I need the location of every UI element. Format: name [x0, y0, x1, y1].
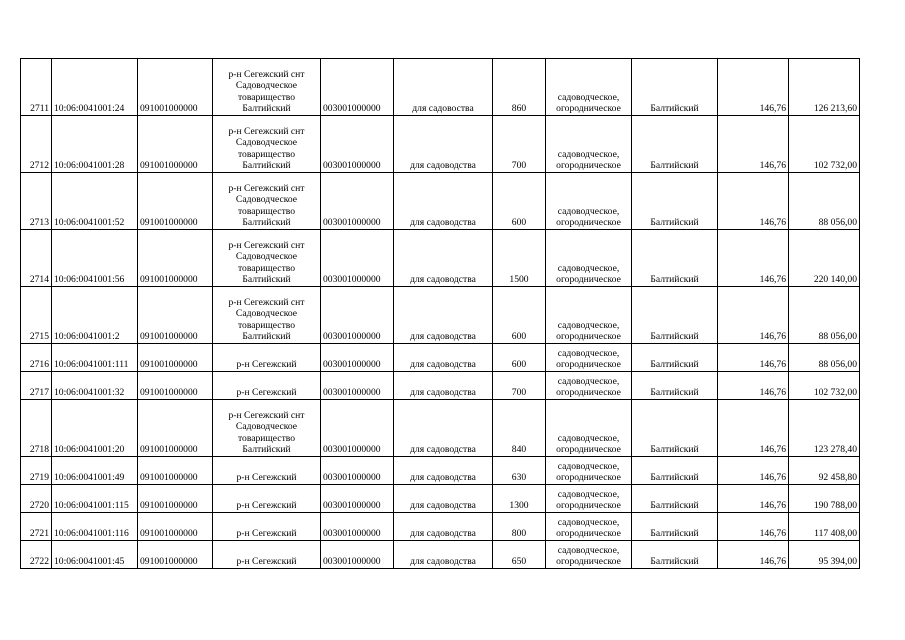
- cell-record-number: 2721: [21, 513, 52, 541]
- cell-record-number: 2722: [21, 541, 52, 569]
- cell-address-line: р-н Сегежский снт: [228, 183, 305, 195]
- cell-oktmo-code: 091001000000: [138, 513, 213, 541]
- cell-use-group-line: садоводческое,: [557, 375, 620, 387]
- cell-specific-value: 146,76: [718, 541, 789, 569]
- cell-address-line: Садоводческое: [235, 137, 298, 149]
- cell-address-line: Балтийский: [242, 216, 291, 228]
- cell-permitted-use: для садоводства: [394, 287, 493, 344]
- cell-area: 650: [493, 541, 546, 569]
- cell-permitted-use: для садоводства: [394, 116, 493, 173]
- table-row: [21, 400, 860, 457]
- cell-category-code: 003001000000: [321, 513, 394, 541]
- cell-cadastral-value: 95 394,00: [789, 541, 860, 569]
- cell-oktmo-code: 091001000000: [138, 400, 213, 457]
- table-row: [21, 344, 860, 372]
- cell-address: [213, 287, 321, 344]
- cell-address-line: Балтийский: [242, 443, 291, 455]
- cell-use-group-line: садоводческое,: [557, 488, 620, 500]
- cell-cadastral-number: 10:06:0041001:111: [52, 344, 138, 372]
- cell-address-line: Садоводческое: [235, 421, 298, 433]
- cell-address-line: Садоводческое: [235, 251, 298, 263]
- cell-category-code: 003001000000: [321, 344, 394, 372]
- cell-area: 860: [493, 59, 546, 116]
- table-row: [21, 59, 860, 116]
- cell-settlement-name: Балтийский: [632, 173, 718, 230]
- cell-area: 630: [493, 457, 546, 485]
- cell-area: 1300: [493, 485, 546, 513]
- cell-address-line: Балтийский: [242, 102, 291, 114]
- cell-oktmo-code: 091001000000: [138, 541, 213, 569]
- cell-cadastral-number: 10:06:0041001:56: [52, 230, 138, 287]
- cell-permitted-use: для садовоства: [394, 59, 493, 116]
- cell-address: [213, 400, 321, 457]
- cell-use-group-line: садоводческое,: [557, 544, 620, 556]
- cell-address-line: р-н Сегежский: [236, 555, 297, 567]
- cell-settlement-name: Балтийский: [632, 400, 718, 457]
- cell-use-group-line: садоводческое,: [557, 516, 620, 528]
- cell-cadastral-value: 126 213,60: [789, 59, 860, 116]
- cell-specific-value: 146,76: [718, 372, 789, 400]
- cell-settlement-name: Балтийский: [632, 59, 718, 116]
- cell-permitted-use: для садоводства: [394, 400, 493, 457]
- cell-area: 800: [493, 513, 546, 541]
- cell-oktmo-code: 091001000000: [138, 287, 213, 344]
- cell-address-line: р-н Сегежский снт: [228, 69, 305, 81]
- cell-permitted-use: для садоводства: [394, 173, 493, 230]
- cell-use-group-line: садоводческое,: [557, 262, 620, 274]
- cell-oktmo-code: 091001000000: [138, 372, 213, 400]
- cell-address: [213, 485, 321, 513]
- cell-cadastral-value: 102 732,00: [789, 116, 860, 173]
- cell-use-group-line: огородническое: [556, 555, 621, 567]
- cell-address-line: Садоводческое: [235, 308, 298, 320]
- cell-category-code: 003001000000: [321, 230, 394, 287]
- cell-area: 600: [493, 173, 546, 230]
- cell-use-group-line: огородническое: [556, 273, 621, 285]
- cell-record-number: 2718: [21, 400, 52, 457]
- cell-category-code: 003001000000: [321, 372, 394, 400]
- cell-category-code: 003001000000: [321, 287, 394, 344]
- table-row: [21, 513, 860, 541]
- cell-settlement-name: Балтийский: [632, 372, 718, 400]
- cell-use-group: [546, 173, 632, 230]
- cell-use-group: [546, 287, 632, 344]
- cell-use-group: [546, 485, 632, 513]
- table-row: [21, 173, 860, 230]
- cell-specific-value: 146,76: [718, 59, 789, 116]
- cell-address-line: Балтийский: [242, 273, 291, 285]
- cell-address-line: р-н Сегежский: [236, 386, 297, 398]
- cell-use-group-line: огородническое: [556, 159, 621, 171]
- cell-record-number: 2716: [21, 344, 52, 372]
- cell-address-line: р-н Сегежский: [236, 499, 297, 511]
- cell-specific-value: 146,76: [718, 400, 789, 457]
- cell-address: [213, 457, 321, 485]
- cell-category-code: 003001000000: [321, 173, 394, 230]
- table-row: [21, 116, 860, 173]
- table-row: [21, 230, 860, 287]
- cell-cadastral-number: 10:06:0041001:32: [52, 372, 138, 400]
- cell-use-group-line: садоводческое,: [557, 347, 620, 359]
- cell-record-number: 2719: [21, 457, 52, 485]
- cell-address-line: товарищество: [237, 148, 296, 160]
- cell-use-group: [546, 400, 632, 457]
- table-row: [21, 372, 860, 400]
- cell-category-code: 003001000000: [321, 59, 394, 116]
- cell-cadastral-number: 10:06:0041001:52: [52, 173, 138, 230]
- cell-use-group-line: огородническое: [556, 358, 621, 370]
- cell-category-code: 003001000000: [321, 116, 394, 173]
- cell-use-group-line: огородническое: [556, 216, 621, 228]
- cell-address: [213, 116, 321, 173]
- cell-address-line: р-н Сегежский: [236, 527, 297, 539]
- cell-cadastral-number: 10:06:0041001:24: [52, 59, 138, 116]
- cell-record-number: 2712: [21, 116, 52, 173]
- cell-address-line: товарищество: [237, 432, 296, 444]
- cell-category-code: 003001000000: [321, 485, 394, 513]
- cell-settlement-name: Балтийский: [632, 116, 718, 173]
- cell-address-line: р-н Сегежский снт: [228, 240, 305, 252]
- cell-permitted-use: для садоводства: [394, 485, 493, 513]
- cell-settlement-name: Балтийский: [632, 457, 718, 485]
- cell-address: [213, 372, 321, 400]
- cell-oktmo-code: 091001000000: [138, 457, 213, 485]
- cell-record-number: 2711: [21, 59, 52, 116]
- cell-specific-value: 146,76: [718, 116, 789, 173]
- cell-address: [213, 173, 321, 230]
- cell-address-line: Садоводческое: [235, 194, 298, 206]
- cell-specific-value: 146,76: [718, 513, 789, 541]
- cell-settlement-name: Балтийский: [632, 541, 718, 569]
- cell-settlement-name: Балтийский: [632, 485, 718, 513]
- cell-address-line: Садоводческое: [235, 80, 298, 92]
- cell-use-group: [546, 344, 632, 372]
- cell-cadastral-number: 10:06:0041001:28: [52, 116, 138, 173]
- table-row: [21, 485, 860, 513]
- cell-record-number: 2720: [21, 485, 52, 513]
- cell-cadastral-value: 88 056,00: [789, 344, 860, 372]
- table-row: [21, 541, 860, 569]
- cell-cadastral-number: 10:06:0041001:20: [52, 400, 138, 457]
- cell-record-number: 2714: [21, 230, 52, 287]
- cell-area: 1500: [493, 230, 546, 287]
- cell-address: [213, 344, 321, 372]
- cell-area: 700: [493, 116, 546, 173]
- cell-address-line: р-н Сегежский снт: [228, 297, 305, 309]
- cell-settlement-name: Балтийский: [632, 513, 718, 541]
- cell-settlement-name: Балтийский: [632, 230, 718, 287]
- cell-permitted-use: для садоводства: [394, 372, 493, 400]
- cell-cadastral-number: 10:06:0041001:45: [52, 541, 138, 569]
- cell-category-code: 003001000000: [321, 457, 394, 485]
- cell-use-group: [546, 457, 632, 485]
- cell-use-group-line: огородническое: [556, 330, 621, 342]
- cell-oktmo-code: 091001000000: [138, 59, 213, 116]
- cell-oktmo-code: 091001000000: [138, 116, 213, 173]
- cell-permitted-use: для садоводства: [394, 457, 493, 485]
- cell-specific-value: 146,76: [718, 230, 789, 287]
- cell-area: 600: [493, 344, 546, 372]
- cell-address: [213, 59, 321, 116]
- cell-use-group: [546, 230, 632, 287]
- cell-record-number: 2717: [21, 372, 52, 400]
- cell-cadastral-value: 102 732,00: [789, 372, 860, 400]
- cell-oktmo-code: 091001000000: [138, 230, 213, 287]
- cell-area: 700: [493, 372, 546, 400]
- cell-use-group: [546, 59, 632, 116]
- cell-specific-value: 146,76: [718, 287, 789, 344]
- cell-cadastral-value: 88 056,00: [789, 287, 860, 344]
- cell-address-line: товарищество: [237, 262, 296, 274]
- cell-address-line: товарищество: [237, 319, 296, 331]
- cell-oktmo-code: 091001000000: [138, 344, 213, 372]
- cell-cadastral-number: 10:06:0041001:115: [52, 485, 138, 513]
- cell-category-code: 003001000000: [321, 400, 394, 457]
- cell-cadastral-value: 88 056,00: [789, 173, 860, 230]
- cadastral-value-table: [20, 58, 860, 569]
- cell-record-number: 2715: [21, 287, 52, 344]
- cell-cadastral-value: 220 140,00: [789, 230, 860, 287]
- cell-settlement-name: Балтийский: [632, 344, 718, 372]
- cell-use-group-line: огородническое: [556, 386, 621, 398]
- cell-use-group-line: огородническое: [556, 471, 621, 483]
- table-row: [21, 457, 860, 485]
- cell-address: [213, 541, 321, 569]
- cell-use-group-line: садоводческое,: [557, 91, 620, 103]
- cell-use-group-line: садоводческое,: [557, 460, 620, 472]
- cell-address-line: Балтийский: [242, 330, 291, 342]
- cell-cadastral-number: 10:06:0041001:116: [52, 513, 138, 541]
- cell-use-group: [546, 513, 632, 541]
- cell-oktmo-code: 091001000000: [138, 485, 213, 513]
- cell-address: [213, 230, 321, 287]
- cell-cadastral-value: 190 788,00: [789, 485, 860, 513]
- cell-use-group: [546, 116, 632, 173]
- cell-address-line: Балтийский: [242, 159, 291, 171]
- cell-use-group-line: садоводческое,: [557, 319, 620, 331]
- cell-use-group-line: садоводческое,: [557, 148, 620, 160]
- cell-cadastral-number: 10:06:0041001:49: [52, 457, 138, 485]
- cell-permitted-use: для садоводства: [394, 230, 493, 287]
- cell-address-line: р-н Сегежский снт: [228, 410, 305, 422]
- cell-permitted-use: для садоводства: [394, 344, 493, 372]
- cell-permitted-use: для садоводства: [394, 541, 493, 569]
- cell-use-group: [546, 372, 632, 400]
- cell-address-line: р-н Сегежский снт: [228, 126, 305, 138]
- cell-specific-value: 146,76: [718, 485, 789, 513]
- cell-cadastral-value: 92 458,80: [789, 457, 860, 485]
- cell-settlement-name: Балтийский: [632, 287, 718, 344]
- cell-category-code: 003001000000: [321, 541, 394, 569]
- cell-use-group-line: огородническое: [556, 499, 621, 511]
- cell-cadastral-number: 10:06:0041001:2: [52, 287, 138, 344]
- cell-specific-value: 146,76: [718, 344, 789, 372]
- cell-use-group-line: огородническое: [556, 527, 621, 539]
- cell-address-line: товарищество: [237, 205, 296, 217]
- cell-address-line: р-н Сегежский: [236, 471, 297, 483]
- cell-specific-value: 146,76: [718, 457, 789, 485]
- cell-use-group-line: огородническое: [556, 102, 621, 114]
- cell-address-line: р-н Сегежский: [236, 358, 297, 370]
- cell-use-group: [546, 541, 632, 569]
- cell-cadastral-value: 123 278,40: [789, 400, 860, 457]
- cell-use-group-line: садоводческое,: [557, 205, 620, 217]
- cell-oktmo-code: 091001000000: [138, 173, 213, 230]
- cell-address: [213, 513, 321, 541]
- cell-permitted-use: для садоводства: [394, 513, 493, 541]
- table-body: [21, 59, 860, 569]
- table-row: [21, 287, 860, 344]
- cell-area: 840: [493, 400, 546, 457]
- cell-area: 600: [493, 287, 546, 344]
- cell-address-line: товарищество: [237, 91, 296, 103]
- cell-record-number: 2713: [21, 173, 52, 230]
- cell-use-group-line: огородническое: [556, 443, 621, 455]
- cell-cadastral-value: 117 408,00: [789, 513, 860, 541]
- cell-specific-value: 146,76: [718, 173, 789, 230]
- cell-use-group-line: садоводческое,: [557, 432, 620, 444]
